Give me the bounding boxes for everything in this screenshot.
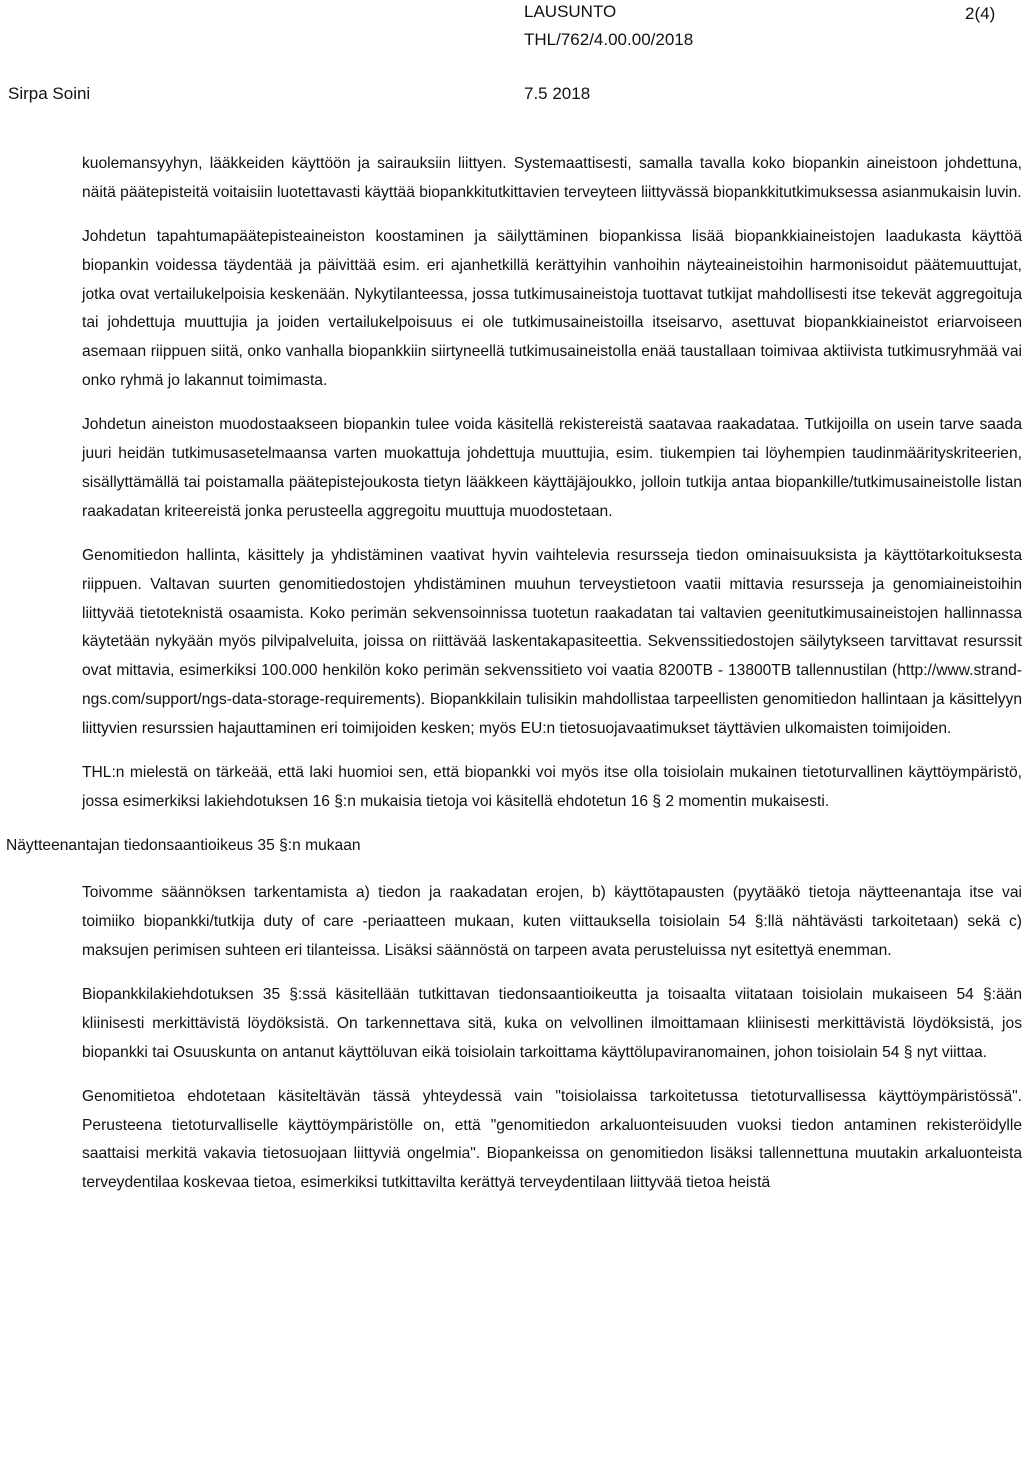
paragraph: Biopankkilakiehdotuksen 35 §:ssä käsitellään tutkittavan tiedonsaantioikeutta ja toisaalta viitataan toisiolain mukaiseen 54 §:ään kliinisesti merkittävistä löydöksistä. On tarkennettava sitä, kuka on velvollinen ilmoittamaan kliinisesti merkittävistä löydöksistä, jos biopankki tai Osuuskunta on antanut käyttöluvan eikä toisiolain tarkoittama käyttölupaviranomainen, johon toisiolain 54 § nyt viittaa. — [82, 985, 1022, 1061]
document-body — [0, 150, 1024, 1214]
paragraph: Genomitietoa ehdotetaan käsiteltävän tässä yhteydessä vain "toisiolaissa tarkoitetussa tietoturvallisessa käyttöympäristössä". Perusteena tietoturvalliselle käyttöympäristölle on, että "genomitiedon arkaluonteisuuden vuoksi tiedon antaminen rekisteröidylle saattaisi merkitä vakavia tietosuojaan liittyviä ongelmia". Biopankeissa on genomitiedon lisäksi tallennettuna muutakin arkaluonteista terveydentilaa koskevaa tietoa, esimerkiksi tutkittavilta kerättyä terveydentilaan liittyvää tietoa heistä — [82, 1087, 1022, 1192]
paragraph: Genomitiedon hallinta, käsittely ja yhdistäminen vaativat hyvin vaihtelevia resursseja tiedon ominaisuuksista ja käyttötarkoituksesta riippuen. Valtavan suurten genomitiedostojen yhdistäminen muuhun terveystietoon vaatii mittavia resursseja ja genomiaineistoihin liittyvää tietoteknistä osaamista. Koko perimän sekvensoinnissa tuotetun raakadatan tai valtavien geenitutkimusaineistojen hallinnassa käytetään nykyään myös pilvipalveluita, joissa on riittävää laskentakapasiteettia. Sekvenssitiedostojen säilytykseen tarvittavat resurssit ovat mittavia, esimerkiksi 100.000 henkilön koko perimän sekvenssitieto voi vaatia 8200TB - 13800TB tallennustilan (http://www.strand-ngs.com/support/ngs-data-storage-requirements). Biopankkilain tulisikin mahdollistaa tarpeellisten genomitiedon hallintaan ja käsittelyyn liittyvien resurssien hajauttaminen eri toimijoiden kesken; myös EU:n tietosuojavaatimukset täyttävien ulkomaisten toimijoiden. — [82, 547, 1022, 737]
paragraph: Toivomme säännöksen tarkentamista a) tiedon ja raakadatan erojen, b) käyttötapausten (pyytääkö tietoja näytteenantaja itse vai toimiiko biopankki/tutkija duty of care -periaatteen mukaan, kuten viittauksella toisiolain 54 §:llä nähtävästi tarkoitetaan) sekä c) maksujen perimisen suhteen eri tilanteissa. Lisäksi säännöstä on tarpeen avata perusteluissa nyt esitettyä enemman. — [82, 884, 1022, 959]
author-name: Sirpa Soini — [8, 84, 91, 103]
document-date: 7.5 2018 — [524, 84, 591, 103]
page-number: 2(4) — [965, 4, 996, 23]
document-type: LAUSUNTO — [524, 2, 617, 21]
section-heading: Näytteenantajan tiedonsaantioikeus 35 §:n mukaan — [6, 837, 361, 855]
document-number: THL/762/4.00.00/2018 — [524, 30, 694, 49]
paragraph: Johdetun tapahtumapäätepisteaineiston koostaminen ja säilyttäminen biopankissa lisää biopankkiaineistojen laadukasta käyttöä biopankin voidessa täydentää ja päivittää esim. eri ajanhetkillä kerättyihin vanhoihin näyteaineistoihin harmonisoidut päätemuuttujat, jotka ovat vertailukelpoisia keskenään. Nykytilanteessa, jossa tutkimusaineistoja tuottavat tutkijat mahdollisesti itse tekevät aggregoituja tai johdettuja muuttujia ja joiden vertailukelpoisuus ei ole tutkimusaineistoilla itseisarvo, asettuvat biopankkiaineistot eriarvoiseen asemaan riippuen siitä, onko vanhalla biopankkiin siirtyneellä tutkimusaineistolla enää taustallaan toimivaa aktiivista tutkimusryhmää vai onko ryhmä jo lakannut toimimasta. — [82, 228, 1022, 390]
paragraph: THL:n mielestä on tärkeää, että laki huomioi sen, että biopankki voi myös itse olla toisiolain mukainen tietoturvallinen käyttöympäristö, jossa esimerkiksi lakiehdotuksen 16 §:n mukaisia tietoja voi käsitellä ehdotetun 16 § 2 momentin mukaisesti. — [82, 764, 1022, 810]
paragraph: kuolemansyyhyn, lääkkeiden käyttöön ja sairauksiin liittyen. Systemaattisesti, samalla tavalla koko biopankin aineistoon johdettuna, näitä päätepisteitä voitaisiin luotettavasti käyttää biopankkitutkittavien terveyteen liittyvässä biopankkitutkimuksessa asianmukaisin luvin. — [82, 155, 1022, 201]
paragraph: Johdetun aineiston muodostaakseen biopankin tulee voida käsitellä rekistereistä saatavaa raakadataa. Tutkijoilla on usein tarve saada juuri heidän tutkimusasetelmaansa varten muokattuja johdettuja muuttujia, esim. tiukempien tai löyhempien taudinmäärityskriteerien, sisällyttämällä tai poistamalla päätepistejoukosta tietyn lääkkeen käyttäjäjoukko, jolloin tutkija antaa biopankille/tutkimusaineistolle listan raakadatan kriteereistä jonka perusteella aggregoitu muuttuja muodostetaan. — [82, 416, 1022, 520]
